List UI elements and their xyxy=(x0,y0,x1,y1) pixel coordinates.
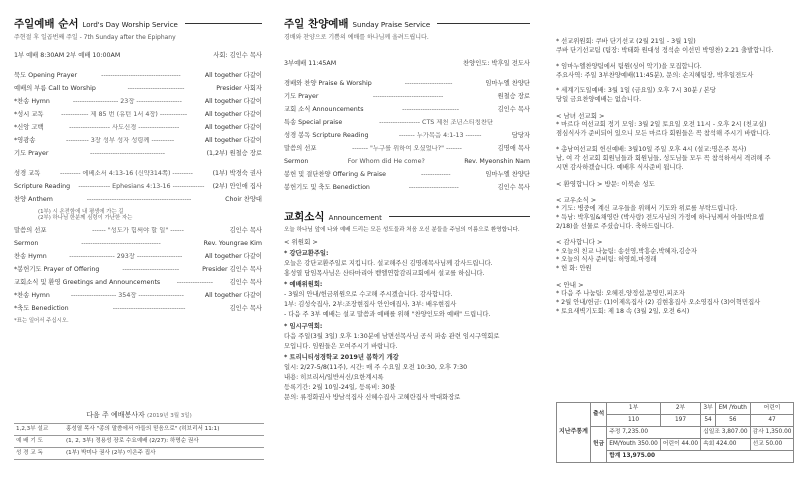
order-detail: ------- "누구를 위하여 오셨었나?" ------- xyxy=(352,144,462,152)
order-item: *영광송 xyxy=(14,136,36,144)
spacer xyxy=(14,65,262,72)
announcement-item: 점심식사가 준비되어 있으니 모든 마르다 회원들은 꼭 참석해 주시기 바랍니다. xyxy=(556,130,771,138)
announcement-item: < 교우소식 > xyxy=(556,195,597,204)
order-row xyxy=(284,93,530,106)
order-leader: All together 다같이 xyxy=(204,136,262,144)
announcement-item: * 선교위원회: 쿠바 단기선교 (2월 21일 - 3월 1일) xyxy=(556,38,696,45)
news-title-en: Announcement xyxy=(328,213,382,222)
announcement-item xyxy=(556,80,790,86)
order-row xyxy=(14,52,262,65)
order-leader: 김인수 목사 xyxy=(497,183,530,191)
order-row xyxy=(14,72,262,85)
order-leader: Choir 찬양대 xyxy=(225,195,262,203)
announcement-item xyxy=(556,189,790,195)
news-item: 내용: 히브리서/일반서신/요한계시록 xyxy=(284,374,384,382)
praise-title xyxy=(284,18,530,31)
order-item: 찬양 Anthem xyxy=(14,195,53,203)
order-leader: (1,2부) 원철승 장로 xyxy=(206,149,262,157)
order-row xyxy=(14,279,262,292)
announcement-item: * 총남여선교회 헌신예배: 3월10일 주일 오후 4시 (설교:명은주 목사) xyxy=(556,146,747,153)
offering-value: EM/Youth 350.00 xyxy=(607,439,661,451)
stat-head: 3부 xyxy=(701,403,716,415)
announcement-item: 주요사역: 주일 3부찬양예배(11:45분), 문의: 손지혜팀장, 박후일전도사 xyxy=(556,71,754,79)
announcement-item: < 안내 > xyxy=(556,281,584,290)
announcement-list xyxy=(556,38,790,316)
stat-value: 56 xyxy=(715,415,750,427)
order-item: Sermon xyxy=(284,157,309,165)
order-leader: All together 다같이 xyxy=(204,71,262,79)
stat-value: 54 xyxy=(701,415,716,427)
order-item: 기도 Prayer xyxy=(284,92,319,100)
order-row xyxy=(14,85,262,98)
spacer xyxy=(14,163,262,170)
next-week-row xyxy=(14,447,264,459)
news-item: 홍성열 담임목사님은 산타마리아 벧엘연합감리교회에서 설교를 하십니다. xyxy=(284,269,485,277)
order-row xyxy=(14,170,262,183)
stat-head: 어린이 xyxy=(750,403,794,415)
order-detail: ----------------------------------- xyxy=(101,71,181,79)
order-item: 말씀의 선포 xyxy=(14,227,47,235)
order-row xyxy=(284,106,530,119)
announcement-item: * 득남: 박후일&채영란 (박사랑) 전도사님의 가정에 하나님께서 아들(박요셉 xyxy=(556,213,764,221)
anthem-note-1: (1부) 시 온전함에 내 평생에 가는 길 xyxy=(38,208,124,215)
news-item: * 강단교환주일: xyxy=(284,249,329,257)
order-row xyxy=(14,292,262,305)
order-detail: ------- 누가복음 4:1-13 ------- xyxy=(398,131,482,139)
title-rule xyxy=(389,216,530,217)
order-detail: -------------------- 293장 -------------------- xyxy=(69,253,183,261)
praise-column xyxy=(284,18,530,404)
order-leader: 임마누엘 찬양단 xyxy=(485,79,530,87)
order-leader: Rev. Myeonshin Nam xyxy=(464,157,530,165)
order-leader: All together 다같이 xyxy=(204,292,262,300)
offering-value: 십일조 3,807.00 xyxy=(701,427,750,439)
order-detail: --------------------------------- xyxy=(90,149,166,157)
next-week-row xyxy=(14,435,264,447)
order-leader: 담당자 xyxy=(511,131,530,139)
order-leader: 임마누엘 찬양단 xyxy=(485,170,530,178)
worship-title-en: Lord's Day Worship Service xyxy=(82,21,178,29)
stat-head: 2부 xyxy=(660,403,700,415)
order-leader: All together 다같이 xyxy=(204,110,262,118)
announcement-item: * 헌 화: 안원 xyxy=(556,265,592,273)
next-week-person: 홍성열 목사 "종의 말씀에서 아들의 믿음으로" (히브리서 11:1) xyxy=(64,423,264,435)
order-leader: (1부) 박경숙 권사 xyxy=(212,169,262,177)
order-leader: All together 다같이 xyxy=(204,97,262,105)
order-item: *축도 Benediction xyxy=(14,305,69,313)
order-detail: --------------------- xyxy=(404,79,453,87)
order-row xyxy=(284,184,530,197)
order-detail: ------------------------------- xyxy=(372,92,444,100)
news-item: 문의: 류정화권사 방남석집사 신혜수집사 고혜란집사 박대화장로 xyxy=(284,393,461,401)
next-week-role: 1,2,3부 설교 xyxy=(14,423,64,435)
order-detail: ---------------------------------------------- xyxy=(86,195,192,203)
next-week-title-wrap xyxy=(14,411,264,420)
attendance-label: 출석 xyxy=(590,403,606,427)
order-detail: ------------------ 사도신경 ------------------ xyxy=(69,123,180,131)
news-item: 오늘은 강단교환주일로 지킵니다. 설교해주신 김명래목사님께 감사드립니다. xyxy=(284,259,493,267)
spacer xyxy=(284,73,530,80)
order-item: *성시 교독 xyxy=(14,110,44,118)
standing-note: *표는 일어서 주십시오. xyxy=(14,318,69,325)
announcement-item xyxy=(556,173,790,179)
order-item: 봉헌기도 및 축도 Benediction xyxy=(284,183,370,191)
announcement-item: < 감사합니다 > xyxy=(556,238,603,247)
news-item: 다음 주일(3월 3일) 오후 1:30분에 남면선목사님 공식 파송 관련 임시구역회로 xyxy=(284,332,500,340)
worship-title-ko: 주일예배 순서 xyxy=(14,18,79,30)
order-row xyxy=(14,305,262,318)
order-detail: ------------ 제 85 번 (유턴 1서 4장) ------------ xyxy=(61,110,188,118)
order-detail: --------- 에베소서 4:13-16 (신약314쪽) --------- xyxy=(60,169,193,177)
order-row xyxy=(284,119,530,132)
order-item: Scripture Reading xyxy=(14,182,71,190)
praise-order-list xyxy=(284,60,530,197)
praise-title-ko: 주일 찬양예배 xyxy=(284,18,349,30)
news-item: 1부: 김성숙집사, 2부:조장현집사 안인애집사, 3부: 배우현집사 xyxy=(284,301,457,309)
announcement-item xyxy=(556,105,790,111)
order-row xyxy=(14,253,262,266)
order-item: 교회 소식 Announcements xyxy=(284,105,364,113)
order-row xyxy=(284,171,530,184)
title-rule xyxy=(437,23,530,24)
order-row xyxy=(14,98,262,111)
order-detail: ------------- xyxy=(420,170,451,178)
next-week-table xyxy=(14,423,264,460)
order-item: 기도 Prayer xyxy=(14,149,49,157)
worship-subtitle: 주현절 후 일곱번째 주일 - 7th Sunday after the Epiphany xyxy=(14,34,176,42)
stat-head: 1부 xyxy=(607,403,661,415)
stats-side-label: 지난주통계 xyxy=(557,403,591,463)
stat-head: EM /Youth xyxy=(715,403,750,415)
order-leader: 김인수 목사 xyxy=(229,227,262,235)
order-detail: ---------------------- xyxy=(408,183,459,191)
order-item: *찬송 Hymn xyxy=(14,97,50,105)
order-item: 1부 예배 8:30AM 2부 예배 10:00AM xyxy=(14,51,121,59)
order-detail: -------------------- 354장 -------------------- xyxy=(70,292,184,300)
order-row xyxy=(284,132,530,145)
announcement-item xyxy=(556,139,790,145)
order-row xyxy=(14,240,262,253)
news-list xyxy=(284,250,530,402)
order-detail: ----------------------------------- xyxy=(81,240,161,248)
order-item: Sermon xyxy=(14,240,39,248)
announcement-item xyxy=(556,274,790,280)
next-week-date: (2019년 3월 3일) xyxy=(147,413,192,419)
order-item: 찬송 Hymn xyxy=(14,253,47,261)
attendance-stats xyxy=(556,402,790,463)
order-item: 성경 봉독 Scripture Reading xyxy=(284,131,369,139)
offering-label: 헌금 xyxy=(590,427,606,463)
worship-order-list xyxy=(14,52,262,209)
announcement-item: * 기도: 병중에 계신 교우들을 위해서 기도와 위로를 부탁드립니다. xyxy=(556,204,738,212)
announcement-item: * 토요새벽기도회: 제 18 속 (3월 2일, 오전 6시) xyxy=(556,307,690,315)
announcement-item: * 오늘의 친교 나눔팀: 송선영,박흥순,박혜자,김승자 xyxy=(556,247,697,255)
announcement-item: * 2월 안내/헌금: (1)이제옥집사 (2) 김현홍집사 오소영집사 (3)이혁민집사 xyxy=(556,299,761,307)
news-item: * 임시구역회: xyxy=(284,322,323,330)
order-leader: 김인수 목사 xyxy=(497,105,530,113)
next-week-title: 다음 주 예배봉사자 xyxy=(86,411,145,419)
order-leader: All together 다같이 xyxy=(204,253,262,261)
order-leader: Presider 사회자 xyxy=(216,84,262,92)
order-leader: 김인수 목사 xyxy=(229,305,262,313)
announcement-item: 2/18)을 선물로 주셨습니다. 축하드립니다. xyxy=(556,222,674,230)
news-title-ko: 교회소식 xyxy=(284,210,325,223)
announcement-item xyxy=(556,231,790,237)
order-detail: ------------------------- xyxy=(127,84,185,92)
news-item: * 트리니티성경학교 2019년 봄학기 개강 xyxy=(284,354,399,362)
announcement-item: 당일 금요찬양예배는 없습니다. xyxy=(556,96,642,104)
stats-table xyxy=(556,402,794,463)
order-item: 3부예배 11:45AM xyxy=(284,59,337,67)
order-row xyxy=(14,150,262,163)
order-row xyxy=(14,124,262,137)
news-item: - 3월의 안내/헌금위원으로 수고해 주시겠습니다. 감사합니다. xyxy=(284,291,453,299)
order-row xyxy=(14,111,262,124)
next-week-role: 예 배 기 도 xyxy=(14,435,64,447)
order-row xyxy=(14,227,262,240)
news-item: 모입니다. 임원들은 모여주시기 바랍니다. xyxy=(284,342,398,350)
next-week-person: (1부) 박미나 권사 (2부) 이은주 집사 xyxy=(64,447,264,459)
offering-value: 주정 7,235.00 xyxy=(607,427,701,439)
next-week-servers xyxy=(14,411,264,460)
next-week-person: (1, 2, 3부) 정용성 장로 수요예배 (2/27): 하명순 권사 xyxy=(64,435,264,447)
announcement-item: 시면 감사하겠습니다. 예배후 식사준비 됩니다. xyxy=(556,163,684,171)
order-item: 봉헌 및 결단찬양 Offering & Praise xyxy=(284,170,387,178)
announcement-item: < 환영합니다 > 방문: 이북순 성도 xyxy=(556,179,655,188)
announcement-item: * 임마누엘찬양팀에서 팀원(싱어 악기)을 모집합니다. xyxy=(556,62,702,70)
order-item: 묵도 Opening Prayer xyxy=(14,71,78,79)
announcement-item: * 다음 주 나눔팀: 오혜진,양정섭,문영민,피조자 xyxy=(556,290,685,298)
order-detail: For Whom did He come? xyxy=(347,157,425,165)
next-week-role: 성 경 교 독 xyxy=(14,447,64,459)
title-rule xyxy=(185,23,262,24)
committee-heading: < 위원회 > xyxy=(284,237,318,246)
order-detail: -------------- Ephesians 4:13-16 -------------- xyxy=(78,182,205,190)
worship-column xyxy=(14,18,262,325)
announcements-column xyxy=(556,38,790,317)
announcement-item: < 남녀 선교회 > xyxy=(556,112,605,121)
order-item: 말씀의 선포 xyxy=(284,144,317,152)
order-item: 예배의 부름 Call to Worship xyxy=(14,84,96,92)
order-leader: 사회: 김인수 목사 xyxy=(213,51,262,59)
order-detail: ---------- 3장 성부 성자 성령께 ---------- xyxy=(66,136,175,144)
order-item: 성경 교독 xyxy=(14,169,41,177)
news-item: - 다음 주 3부 예배는 설교 말씀과 예배를 위해 "찬양인도와 예배" 드립니다. xyxy=(284,311,491,319)
order-leader: 김명애 목사 xyxy=(497,144,530,152)
announcement-item: * 오늘의 식사 준비팀: 허영희,마경래 xyxy=(556,256,657,264)
order-detail: ------------------ CTS 제천 조년스티칭찬단 xyxy=(379,118,494,126)
order-leader: 찬양인도: 박후일 전도사 xyxy=(463,59,530,67)
order-row xyxy=(284,158,530,171)
order-item: *찬송 Hymn xyxy=(14,292,50,300)
news-item: 일시: 2/27-5/8(11주), 시간: 매 주 수요일 오전 10:30, 오후 7:30 xyxy=(284,364,468,372)
announcement-item: * 세계기도일예배: 3월 1일 (금요일) 오후 7시 30분 / 본당 xyxy=(556,87,716,95)
order-item: *신앙 고백 xyxy=(14,123,44,131)
stat-value: 47 xyxy=(750,415,794,427)
offering-value: 선교 50.00 xyxy=(750,439,794,451)
offering-value: 속회 424.00 xyxy=(701,439,750,451)
order-leader: Rev. Youngrae Kim xyxy=(203,240,262,248)
order-row xyxy=(284,145,530,158)
news-intro: 오늘 하나님 앞에 나와 예배 드리는 모든 성도들과 처음 오신 분들을 주님의 이름으로 환영합니다. xyxy=(284,226,520,233)
offering-value: 어린이 44.00 xyxy=(660,439,700,451)
announcement-item: * 마르다 여선교회 정기 모임: 3월 2일 토요일 오전 11시 - 오후 2시 (친교실) xyxy=(556,121,767,129)
order-leader: 김인수 목사 xyxy=(229,279,262,287)
order-row xyxy=(284,80,530,93)
stat-value: 197 xyxy=(660,415,700,427)
order-item: 특송 Special praise xyxy=(284,118,343,126)
praise-title-en: Sunday Praise Service xyxy=(352,21,431,29)
order-detail: -------------------- 23장 -------------------- xyxy=(72,97,182,105)
announcement-item: 남, 여 각 선교회 회원님들과 회원님들, 성도님들 모두 꼭 참석하셔서 격려해 주 xyxy=(556,154,771,162)
offering-value: 감사 1,350.00 xyxy=(750,427,794,439)
order-leader: Presider 김인수 목사 xyxy=(202,266,262,274)
news-item: 등록기간: 2월 10일-24일, 등록비: 30불 xyxy=(284,384,396,392)
order-detail: ------------------------- xyxy=(122,266,180,274)
stat-value: 110 xyxy=(607,415,661,427)
announcement-item xyxy=(556,56,790,62)
order-detail: ------ "성도가 힘써야 할 일" ------ xyxy=(92,227,184,235)
order-detail: -------------------------------- xyxy=(112,305,186,313)
order-row xyxy=(14,183,262,196)
order-item: 교회소식 및 환영 Greetings and Announcements xyxy=(14,279,161,287)
order-leader: All together 다같이 xyxy=(204,123,262,131)
order-detail: ---------------- xyxy=(176,279,214,287)
next-week-row xyxy=(14,423,264,435)
order-row xyxy=(14,266,262,279)
order-row xyxy=(14,196,262,209)
order-row xyxy=(284,60,530,73)
praise-subtitle: 경배와 찬양으로 기쁨의 예배를 하나님께 올려드립니다. xyxy=(284,34,429,42)
order-detail: ------------------------- xyxy=(402,105,459,113)
order-item: 경배와 찬양 Praise & Worship xyxy=(284,79,372,87)
announcement-item: 쿠바 단기선교팀 (팀장: 박태화 원대성 정석순 이선민 박영찬) 2.21 출발합니다. xyxy=(556,46,774,54)
worship-title xyxy=(14,18,262,31)
order-leader: (2부) 안인애 집사 xyxy=(212,182,262,190)
worship-order-list-2 xyxy=(14,227,262,318)
order-row xyxy=(14,137,262,150)
order-leader: 원철승 장로 xyxy=(497,92,530,100)
news-title xyxy=(284,211,530,224)
news-item: * 예배위원회: xyxy=(284,281,323,289)
order-item: *봉헌기도 Prayer of Offering xyxy=(14,266,100,274)
offering-total: 합계 13,975.00 xyxy=(607,451,794,463)
anthem-note-2: (2부) 하나님 한분께 심령이 가난한 자는 xyxy=(38,215,133,222)
